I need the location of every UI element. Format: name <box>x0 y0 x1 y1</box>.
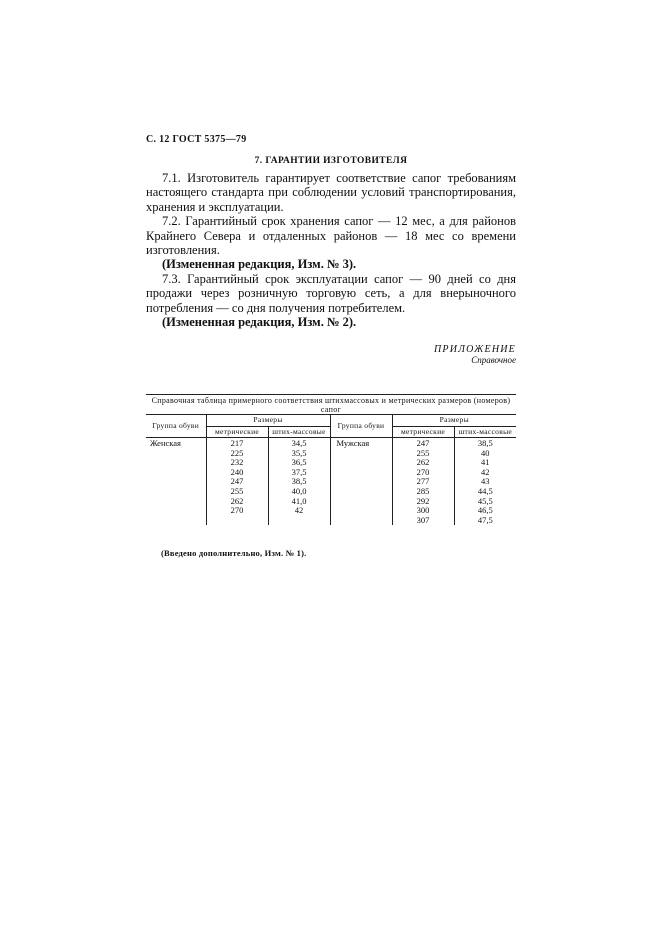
appendix-subtitle: Справочное <box>471 355 516 365</box>
table-row <box>146 516 516 526</box>
amendment-note-2: (Измененная редакция, Изм. № 2). <box>162 315 357 330</box>
women-metric-cell: 247 <box>206 477 268 487</box>
women-shtikh-cell: 37,5 <box>268 468 330 478</box>
men-metric-cell: 277 <box>392 477 454 487</box>
header-shtikh-men: штих-массовые <box>454 426 516 438</box>
table-caption: Справочная таблица примерного соответствия штихмассовых и метрических размеров (номеров) сапог <box>146 394 516 414</box>
men-metric-cell: 300 <box>392 506 454 516</box>
paragraph-7-3: 7.3. Гарантийный срок эксплуатации сапог — 90 дней со дня продажи через розничную торговую сеть, а для внерыночного потребления — со дня получения потребителем. <box>146 271 516 315</box>
women-shtikh-cell: 34,5 <box>268 438 330 449</box>
page-header: С. 12 ГОСТ 5375—79 <box>146 134 247 145</box>
men-metric-cell: 307 <box>392 516 454 526</box>
women-metric-cell: 217 <box>206 438 268 449</box>
paragraph-7-2: 7.2. Гарантийный срок хранения сапог — 12 мес, а для районов Крайнего Севера и отдаленных районов — 18 мес со времени изготовления. <box>146 214 516 258</box>
section-title: 7. ГАРАНТИИ ИЗГОТОВИТЕЛЯ <box>254 156 408 166</box>
header-group-men: Группа обуви <box>330 415 392 438</box>
table-row <box>146 487 516 497</box>
women-shtikh-cell: 41,0 <box>268 497 330 507</box>
men-shtikh-cell: 45,5 <box>454 497 516 507</box>
size-table-block <box>146 394 516 525</box>
group-women: Женская <box>150 438 181 448</box>
men-shtikh-cell: 40 <box>454 449 516 459</box>
women-metric-cell: 232 <box>206 458 268 468</box>
women-shtikh-cell: 40,0 <box>268 487 330 497</box>
table-row <box>146 468 516 478</box>
men-shtikh-cell: 46,5 <box>454 506 516 516</box>
table-row <box>146 477 516 487</box>
men-metric-cell: 255 <box>392 449 454 459</box>
table-row <box>146 458 516 468</box>
women-shtikh-cell: 35,5 <box>268 449 330 459</box>
header-sizes-women: Размеры <box>206 415 330 427</box>
header-group-women: Группа обуви <box>146 415 206 438</box>
table-row <box>146 438 516 449</box>
men-shtikh-cell: 38,5 <box>454 438 516 449</box>
group-men: Мужская <box>330 438 392 449</box>
men-shtikh-cell: 43 <box>454 477 516 487</box>
men-shtikh-cell: 42 <box>454 468 516 478</box>
paragraph-7-1: 7.1. Изготовитель гарантирует соответствие сапог требованиям настоящего стандарта при соблюдении условий транспортирования, хранения и эксплуатации. <box>146 171 516 214</box>
men-metric-cell: 262 <box>392 458 454 468</box>
footer-note: (Введено дополнительно, Изм. № 1). <box>161 548 307 558</box>
women-shtikh-cell: 38,5 <box>268 477 330 487</box>
men-shtikh-cell: 41 <box>454 458 516 468</box>
appendix-title: ПРИЛОЖЕНИЕ <box>434 344 516 355</box>
table-row <box>146 506 516 516</box>
women-metric-cell: 270 <box>206 506 268 516</box>
men-shtikh-cell: 44,5 <box>454 487 516 497</box>
women-metric-cell: 240 <box>206 468 268 478</box>
table-row <box>146 449 516 459</box>
women-shtikh-cell: 42 <box>268 506 330 516</box>
table-row <box>146 497 516 507</box>
header-metric-men: метрические <box>392 426 454 438</box>
women-metric-cell: 262 <box>206 497 268 507</box>
amendment-note-3: (Измененная редакция, Изм. № 3). <box>162 257 357 272</box>
header-metric-women: метрические <box>206 426 268 438</box>
women-metric-cell: 255 <box>206 487 268 497</box>
appendix-label <box>400 344 516 365</box>
size-table <box>146 414 516 525</box>
men-metric-cell: 292 <box>392 497 454 507</box>
men-shtikh-cell: 47,5 <box>454 516 516 526</box>
body-text <box>146 171 516 329</box>
men-metric-cell: 285 <box>392 487 454 497</box>
men-metric-cell: 270 <box>392 468 454 478</box>
men-metric-cell: 247 <box>392 438 454 449</box>
header-shtikh-women: штих-массовые <box>268 426 330 438</box>
women-metric-cell: 225 <box>206 449 268 459</box>
women-shtikh-cell: 36,5 <box>268 458 330 468</box>
header-sizes-men: Размеры <box>392 415 516 427</box>
